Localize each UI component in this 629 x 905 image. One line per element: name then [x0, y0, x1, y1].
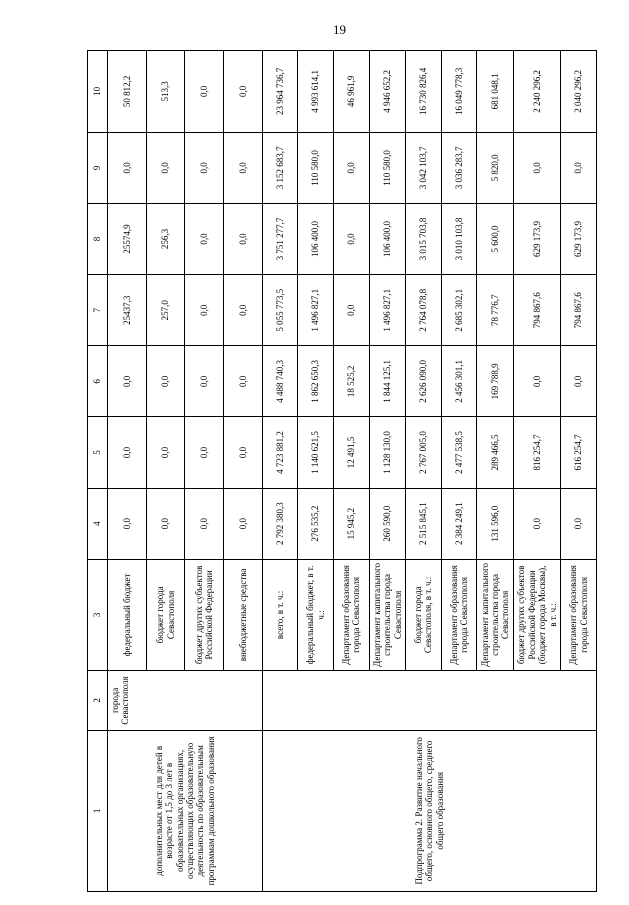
value-cell: 257,0 [146, 275, 185, 346]
value-cell: 3 751 277,7 [262, 203, 298, 274]
value-cell: 2 764 078,8 [406, 275, 442, 346]
column-header: 5 [88, 417, 108, 488]
value-cell: 1 496 827,1 [369, 275, 406, 346]
value-cell: 616 254,7 [561, 417, 597, 488]
page-number: 19 [333, 22, 346, 37]
value-cell: 4 993 614,1 [298, 51, 334, 133]
value-cell: 629 173,9 [514, 203, 561, 274]
value-cell: 1 140 621,5 [298, 417, 334, 488]
value-cell: 5 055 773,5 [262, 275, 298, 346]
value-cell: 5 820,0 [477, 132, 514, 203]
value-cell: 0,0 [224, 275, 263, 346]
budget-table [87, 50, 597, 892]
value-cell: 2 792 380,3 [262, 488, 298, 559]
column-header: 10 [88, 51, 108, 133]
funding-source: федеральный бюджет [108, 559, 147, 670]
value-cell: 78 776,7 [477, 275, 514, 346]
value-cell: 1 496 827,1 [298, 275, 334, 346]
value-cell: 794 867,6 [561, 275, 597, 346]
value-cell: 0,0 [224, 417, 263, 488]
value-cell: 3 010 103,8 [441, 203, 477, 274]
value-cell: 0,0 [333, 132, 369, 203]
executor: города Севастополя [108, 671, 263, 730]
value-cell: 110 580,0 [369, 132, 406, 203]
measure-name: дополнительных мест для детей в возрасте от 1,5 до 3 лет в образовательных организациях, осуществляющих образовательную деятельность по образовательным программам дошкольного образования [108, 730, 263, 891]
value-cell: 0,0 [514, 346, 561, 417]
value-cell: 513,3 [146, 51, 185, 133]
value-cell: 0,0 [185, 488, 224, 559]
column-header: 6 [88, 346, 108, 417]
header-row [88, 51, 108, 892]
value-cell: 2 515 845,1 [406, 488, 442, 559]
value-cell: 1 128 130,0 [369, 417, 406, 488]
value-cell: 0,0 [185, 275, 224, 346]
funding-source: Департамент капитального строительства города Севастополя [369, 559, 406, 670]
value-cell: 0,0 [224, 488, 263, 559]
value-cell: 0,0 [146, 132, 185, 203]
value-cell: 0,0 [146, 488, 185, 559]
funding-source: всего, в т. ч.: [262, 559, 298, 670]
column-header: 7 [88, 275, 108, 346]
funding-source: внебюджетные средства [224, 559, 263, 670]
value-cell: 629 173,9 [561, 203, 597, 274]
column-header: 3 [88, 559, 108, 670]
value-cell: 260 590,0 [369, 488, 406, 559]
column-header: 9 [88, 132, 108, 203]
column-header: 1 [88, 730, 108, 891]
value-cell: 25574,9 [108, 203, 147, 274]
value-cell: 169 788,9 [477, 346, 514, 417]
value-cell: 0,0 [108, 132, 147, 203]
value-cell: 0,0 [185, 132, 224, 203]
value-cell: 106 400,0 [369, 203, 406, 274]
value-cell: 25437,3 [108, 275, 147, 346]
value-cell: 16 049 778,3 [441, 51, 477, 133]
value-cell: 46 961,9 [333, 51, 369, 133]
value-cell: 15 945,2 [333, 488, 369, 559]
value-cell: 3 042 103,7 [406, 132, 442, 203]
value-cell: 2 040 296,2 [561, 51, 597, 133]
value-cell: 2 685 302,1 [441, 275, 477, 346]
value-cell: 0,0 [333, 203, 369, 274]
funding-source: Департамент образования города Севастополя [561, 559, 597, 670]
value-cell: 3 015 703,8 [406, 203, 442, 274]
value-cell: 131 596,0 [477, 488, 514, 559]
value-cell: 0,0 [108, 488, 147, 559]
value-cell: 0,0 [333, 275, 369, 346]
funding-source: федеральный бюджет, в т. ч.: [298, 559, 334, 670]
value-cell: 12 491,5 [333, 417, 369, 488]
value-cell: 5 600,0 [477, 203, 514, 274]
table-row [108, 51, 147, 892]
value-cell: 0,0 [561, 132, 597, 203]
column-header: 4 [88, 488, 108, 559]
value-cell: 2 456 301,1 [441, 346, 477, 417]
value-cell: 2 767 005,0 [406, 417, 442, 488]
value-cell: 276 535,2 [298, 488, 334, 559]
funding-source: Департамент образования города Севастополя [441, 559, 477, 670]
column-header: 2 [88, 671, 108, 730]
value-cell: 110 580,0 [298, 132, 334, 203]
value-cell: 0,0 [108, 417, 147, 488]
value-cell: 0,0 [561, 346, 597, 417]
value-cell: 2 626 090,0 [406, 346, 442, 417]
value-cell: 16 730 826,4 [406, 51, 442, 133]
value-cell: 0,0 [514, 488, 561, 559]
value-cell: 0,0 [224, 51, 263, 133]
value-cell: 3 036 283,7 [441, 132, 477, 203]
table-row [262, 51, 298, 892]
value-cell: 18 525,2 [333, 346, 369, 417]
measure-name: Подпрограмма 2. Развитие начального общего, основного общего, среднего общего образования [262, 730, 596, 891]
value-cell: 0,0 [146, 417, 185, 488]
value-cell: 0,0 [146, 346, 185, 417]
value-cell: 4 723 881,2 [262, 417, 298, 488]
value-cell: 23 964 736,7 [262, 51, 298, 133]
rotated-table [87, 50, 597, 892]
value-cell: 0,0 [108, 346, 147, 417]
value-cell: 0,0 [561, 488, 597, 559]
value-cell: 2 477 538,5 [441, 417, 477, 488]
table-body [108, 51, 597, 892]
value-cell: 106 400,0 [298, 203, 334, 274]
funding-source: Департамент капитального строительства города Севастополя [477, 559, 514, 670]
funding-source: бюджет других субъектов Российской Федерации [185, 559, 224, 670]
value-cell: 50 812,2 [108, 51, 147, 133]
value-cell: 0,0 [185, 346, 224, 417]
value-cell: 0,0 [185, 203, 224, 274]
value-cell: 1 862 650,3 [298, 346, 334, 417]
funding-source: бюджет других субъектов Российской Федерации (бюджет города Москвы), в т. ч.: [514, 559, 561, 670]
value-cell: 0,0 [224, 203, 263, 274]
value-cell: 3 152 683,7 [262, 132, 298, 203]
value-cell: 681 048,1 [477, 51, 514, 133]
value-cell: 0,0 [514, 132, 561, 203]
value-cell: 2 240 296,2 [514, 51, 561, 133]
value-cell: 4 488 740,3 [262, 346, 298, 417]
value-cell: 0,0 [185, 51, 224, 133]
executor [262, 671, 596, 730]
value-cell: 4 946 652,2 [369, 51, 406, 133]
value-cell: 1 844 125,1 [369, 346, 406, 417]
value-cell: 289 466,5 [477, 417, 514, 488]
column-header: 8 [88, 203, 108, 274]
funding-source: бюджет города Севастополя, в т. ч.: [406, 559, 442, 670]
value-cell: 256,3 [146, 203, 185, 274]
value-cell: 794 867,6 [514, 275, 561, 346]
value-cell: 0,0 [224, 346, 263, 417]
funding-source: Департамент образования города Севастополя [333, 559, 369, 670]
value-cell: 0,0 [224, 132, 263, 203]
rotated-table-wrapper [87, 50, 597, 892]
funding-source: бюджет города Севастополя [146, 559, 185, 670]
value-cell: 2 384 249,1 [441, 488, 477, 559]
value-cell: 0,0 [185, 417, 224, 488]
value-cell: 816 254,7 [514, 417, 561, 488]
